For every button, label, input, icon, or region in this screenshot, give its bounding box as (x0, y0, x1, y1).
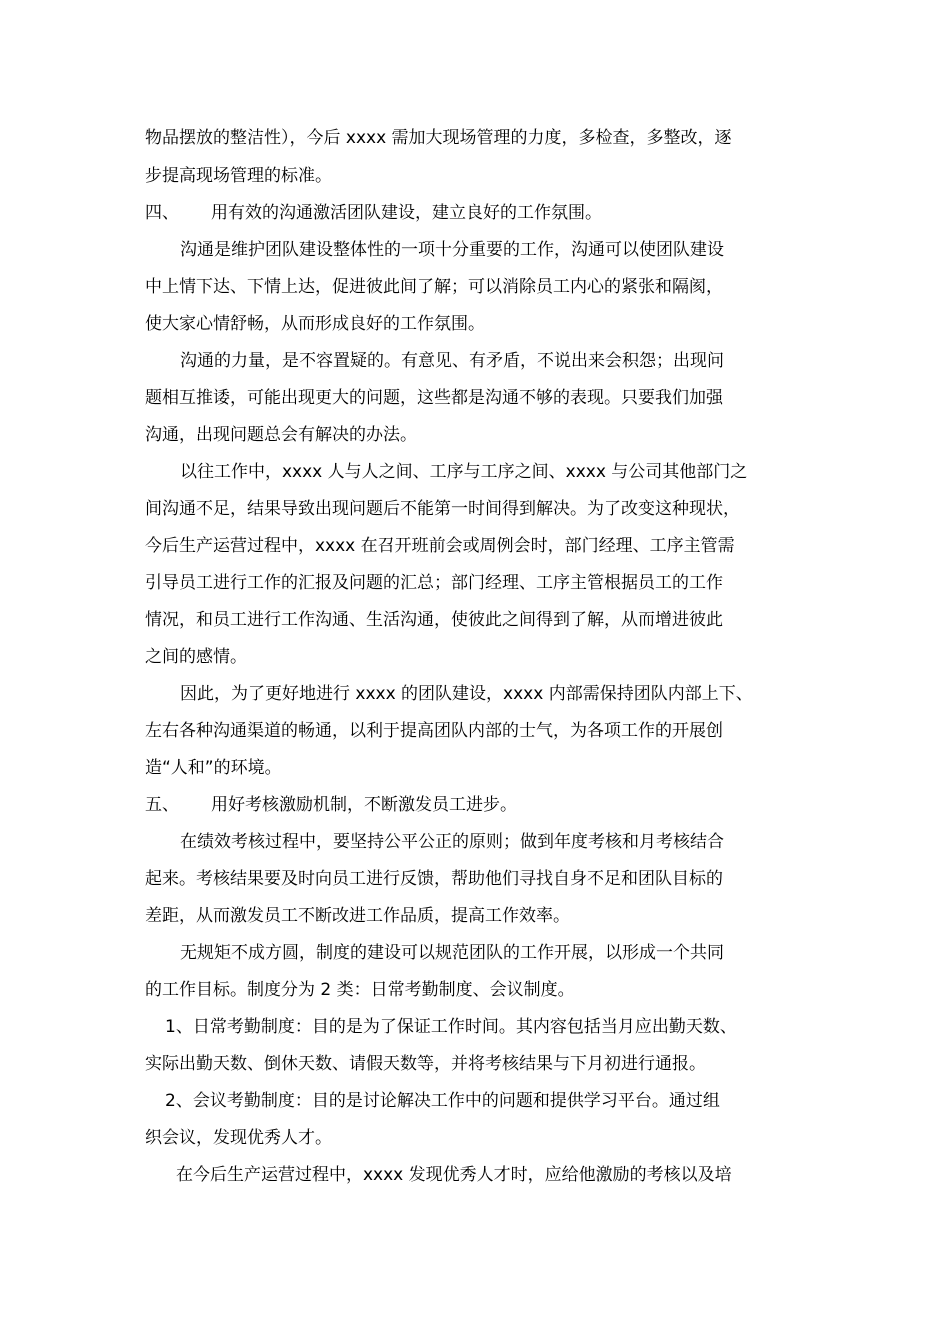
paragraph-line: 造“人和”的环境。 (145, 758, 282, 778)
paragraph-line: 使大家心情舒畅，从而形成良好的工作氛围。 (145, 314, 485, 334)
paragraph-line: 题相互推诿，可能出现更大的问题，这些都是沟通不够的表现。只要我们加强 (145, 388, 723, 408)
paragraph-line: 沟通是维护团队建设整体性的一项十分重要的工作，沟通可以使团队建设 (180, 240, 724, 260)
section-title: 用有效的沟通激活团队建设，建立良好的工作氛围。 (211, 203, 602, 223)
paragraph-line: 今后生产运营过程中，xxxx 在召开班前会或周例会时，部门经理、工序主管需 (145, 536, 735, 556)
paragraph-line: 步提高现场管理的标准。 (145, 166, 332, 186)
section-heading-4 (145, 203, 815, 223)
section-number: 五、 (145, 795, 179, 815)
paragraph-line: 之间的感情。 (145, 647, 247, 667)
paragraph-line: 沟通，出现问题总会有解决的办法。 (145, 425, 417, 445)
paragraph-line: 中上情下达、下情上达，促进彼此间了解；可以消除员工内心的紧张和隔阂， (145, 277, 723, 297)
paragraph-line: 因此，为了更好地进行 xxxx 的团队建设，xxxx 内部需保持团队内部上下、 (180, 684, 753, 704)
paragraph-line: 左右各种沟通渠道的畅通，以利于提高团队内部的士气，为各项工作的开展创 (145, 721, 723, 741)
list-item-line: 织会议，发现优秀人才。 (145, 1128, 332, 1148)
paragraph-line: 在今后生产运营过程中，xxxx 发现优秀人才时，应给他激励的考核以及培 (176, 1165, 732, 1185)
paragraph-line: 以往工作中，xxxx 人与人之间、工序与工序之间、xxxx 与公司其他部门之 (180, 462, 748, 482)
paragraph-line: 起来。考核结果要及时向员工进行反馈，帮助他们寻找自身不足和团队目标的 (145, 869, 723, 889)
section-number: 四、 (145, 203, 179, 223)
paragraph-line: 差距，从而激发员工不断改进工作品质，提高工作效率。 (145, 906, 570, 926)
list-item-line: 1、日常考勤制度：目的是为了保证工作时间。其内容包括当月应出勤天数、 (165, 1017, 737, 1037)
section-heading-5 (145, 795, 815, 815)
paragraph-line: 无规矩不成方圆，制度的建设可以规范团队的工作开展，以形成一个共同 (180, 943, 724, 963)
list-item-line: 2、会议考勤制度：目的是讨论解决工作中的问题和提供学习平台。通过组 (165, 1091, 720, 1111)
paragraph-line: 物品摆放的整洁性），今后 xxxx 需加大现场管理的力度，多检查，多整改，逐 (145, 128, 732, 148)
paragraph-line: 在绩效考核过程中，要坚持公平公正的原则；做到年度考核和月考核结合 (180, 832, 724, 852)
paragraph-line: 引导员工进行工作的汇报及问题的汇总；部门经理、工序主管根据员工的工作 (145, 573, 723, 593)
paragraph-line: 间沟通不足，结果导致出现问题后不能第一时间得到解决。为了改变这种现状， (145, 499, 740, 519)
section-title: 用好考核激励机制，不断激发员工进步。 (211, 795, 517, 815)
paragraph-line: 沟通的力量，是不容置疑的。有意见、有矛盾，不说出来会积怨；出现问 (180, 351, 724, 371)
paragraph-line: 的工作目标。制度分为 2 类：日常考勤制度、会议制度。 (145, 980, 575, 1000)
list-item-line: 实际出勤天数、倒休天数、请假天数等，并将考核结果与下月初进行通报。 (145, 1054, 706, 1074)
paragraph-line: 情况，和员工进行工作沟通、生活沟通，使彼此之间得到了解，从而增进彼此 (145, 610, 723, 630)
